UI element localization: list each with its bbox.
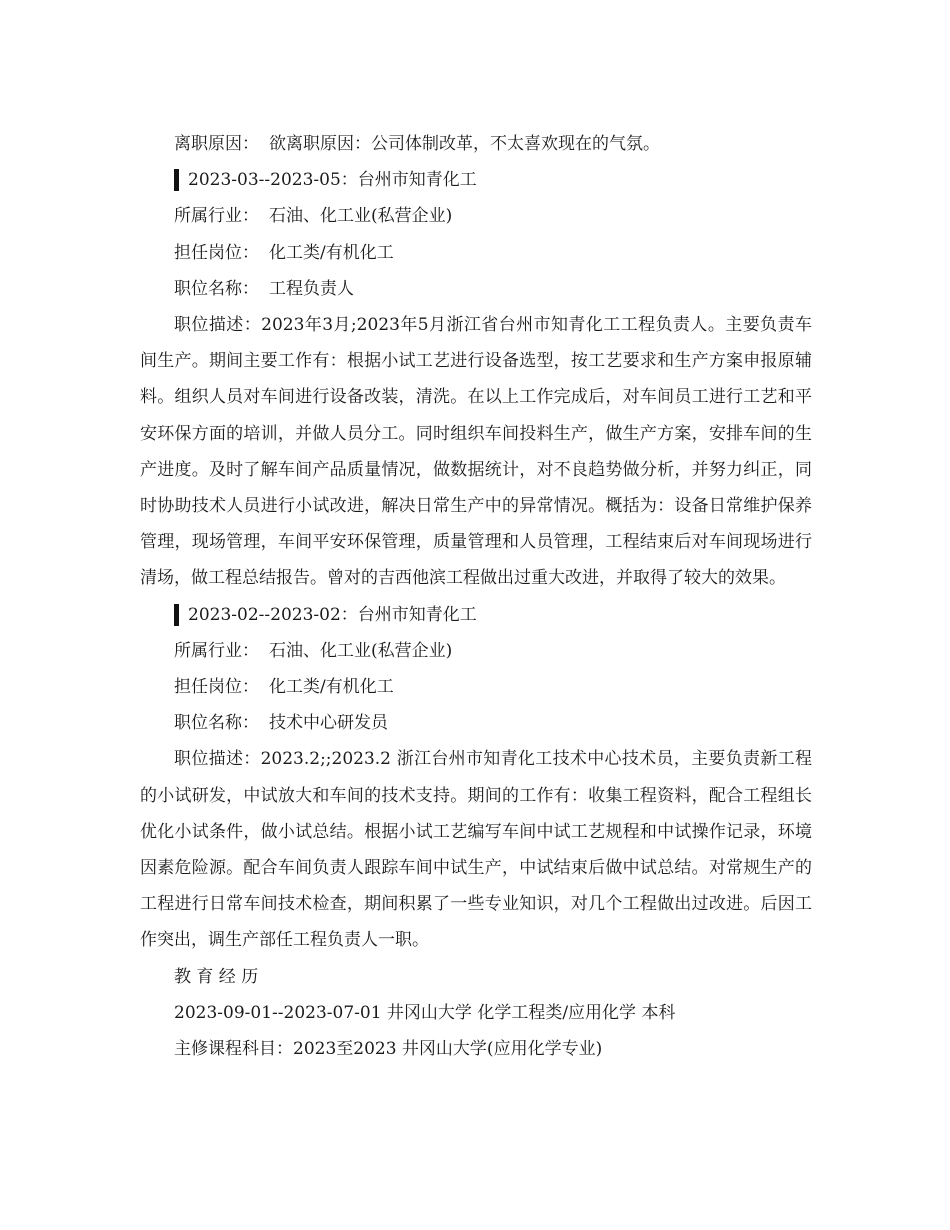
industry-value: 石油、化工业(私营企业): [269, 206, 453, 227]
education-entry: 2023-09-01--2023-07-01 井冈山大学 化学工程类/应用化学 本科: [174, 1002, 676, 1023]
leave-reason: [140, 126, 812, 162]
section-bar-icon: [174, 604, 179, 626]
post-label: 担任岗位：: [174, 677, 259, 698]
education-courses: 主修课程科目：2023至2023 井冈山大学(应用化学专业): [174, 1039, 603, 1060]
job-entry: [140, 597, 812, 959]
industry-value: 石油、化工业(私营企业): [269, 640, 453, 661]
post-value: 化工类/有机化工: [269, 242, 394, 263]
title-value: 工程负责人: [269, 278, 354, 299]
section-bar-icon: [174, 169, 179, 191]
industry-label: 所属行业：: [174, 206, 259, 227]
resume-content: [140, 126, 812, 1067]
job-heading: [140, 597, 812, 633]
job-title: [140, 271, 812, 307]
title-label: 职位名称：: [174, 278, 259, 299]
job-description: 职位描述：2023年3月;2023年5月浙江省台州市知青化工工程负责人。主要负责车间生产。期间主要工作有：根据小试工艺进行设备选型，按工艺要求和生产方案申报原辅料。组织人员对车间进行设备改装，清洗。在以上工作完成后，对车间员工进行工艺和平安环保方面的培训，并做人员分工。同时组织车间投料生产，做生产方案，安排车间的生产进度。及时了解车间产品质量情况，做数据统计，对不良趋势做分析，并努力纠正，同时协助技术人员进行小试改进，解决日常生产中的异常情况。概括为：设备日常维护保养管理，现场管理，车间平安环保管理，质量管理和人员管理，工程结束后对车间现场进行清场，做工程总结报告。曾对的吉西他滨工程做出过重大改进，并取得了较大的效果。: [140, 315, 812, 589]
job-title: [140, 705, 812, 741]
job-entry: [140, 162, 812, 596]
post-label: 担任岗位：: [174, 242, 259, 263]
job-post: [140, 669, 812, 705]
leave-reason-label: 离职原因：: [174, 134, 259, 154]
industry-label: 所属行业：: [174, 640, 259, 661]
job-heading-text: 2023-02--2023-02：台州市知青化工: [188, 604, 477, 625]
title-value: 技术中心研发员: [269, 713, 388, 734]
job-heading: [140, 162, 812, 198]
job-post: [140, 235, 812, 271]
education-heading: 教 育 经 历: [174, 966, 259, 987]
job-industry: [140, 198, 812, 234]
post-value: 化工类/有机化工: [269, 677, 394, 698]
job-industry: [140, 633, 812, 669]
education-section: [140, 959, 812, 1068]
leave-reason-value: 欲离职原因：公司体制改革，不太喜欢现在的气氛。: [269, 134, 660, 154]
title-label: 职位名称：: [174, 713, 259, 734]
job-heading-text: 2023-03--2023-05：台州市知青化工: [188, 170, 477, 191]
job-description: 职位描述：2023.2;;2023.2 浙江台州市知青化工技术中心技术员，主要负责新工程的小试研发，中试放大和车间的技术支持。期间的工作有：收集工程资料，配合工程组长优化小试条件，做小试总结。根据小试工艺编写车间中试工艺规程和中试操作记录，环境因素危险源。配合车间负责人跟踪车间中试生产，中试结束后做中试总结。对常规生产的工程进行日常车间技术检查，期间积累了一些专业知识，对几个工程做出过改进。后因工作突出，调生产部任工程负责人一职。: [140, 749, 812, 951]
